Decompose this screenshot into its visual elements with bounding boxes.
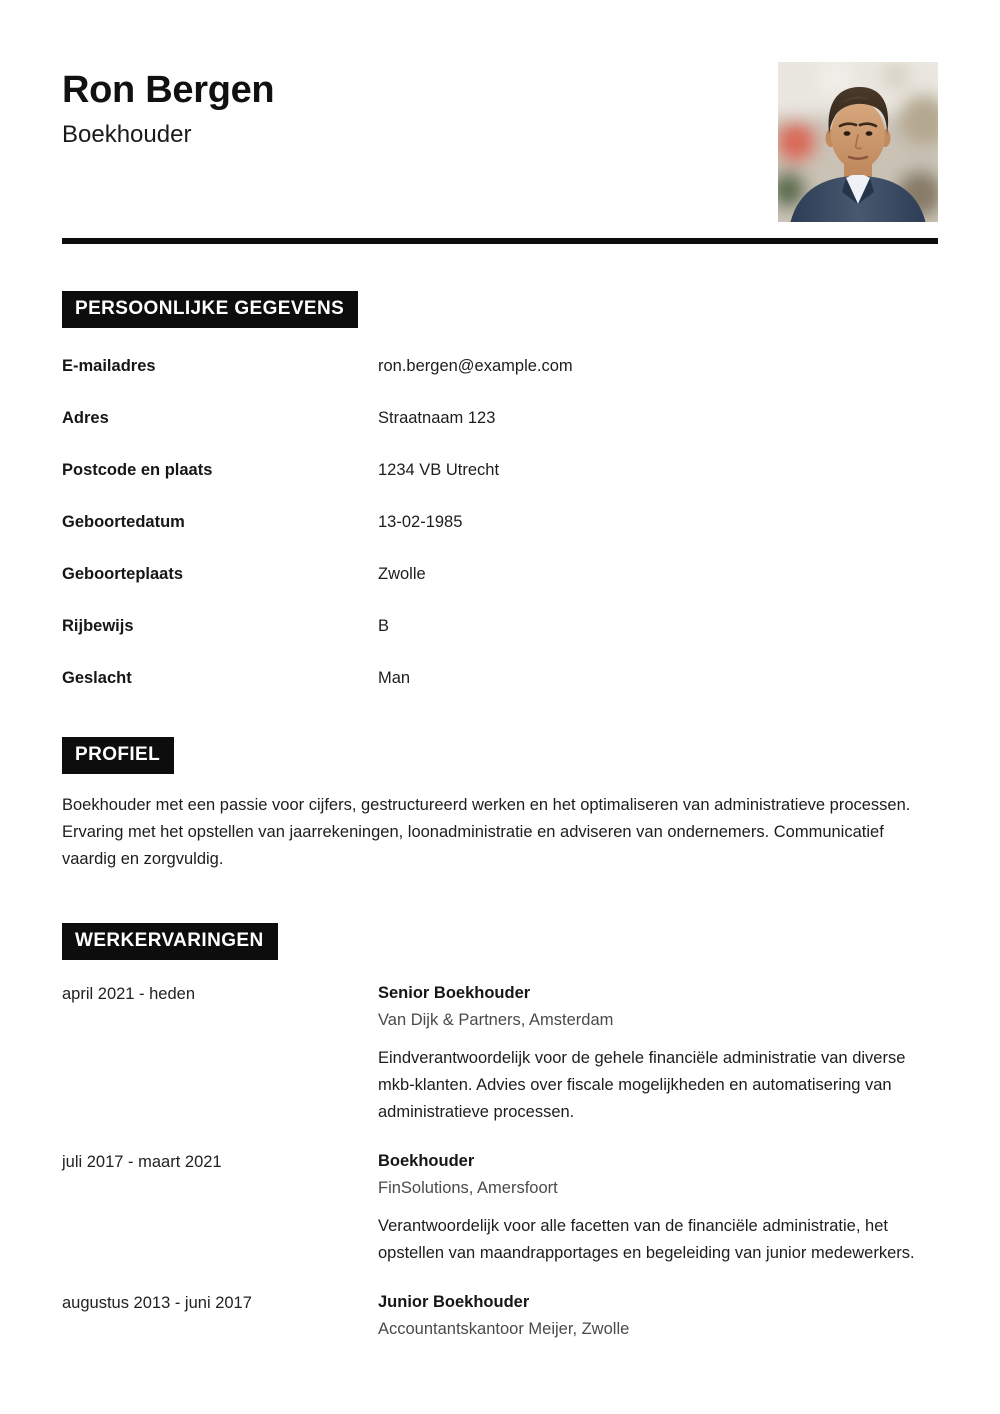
section-profile — [62, 689, 938, 873]
identity-block — [62, 70, 274, 149]
section-personal — [62, 244, 938, 689]
job-period: augustus 2013 - juni 2017 — [62, 1294, 252, 1312]
job-role: Senior Boekhouder — [378, 984, 531, 1002]
job-company: Van Dijk & Partners, Amsterdam — [378, 1011, 614, 1029]
job-period: juli 2017 - maart 2021 — [62, 1153, 222, 1171]
field-label: Geboorteplaats — [62, 565, 184, 583]
portrait-illustration — [778, 62, 938, 222]
job-period: april 2021 - heden — [62, 985, 196, 1003]
header — [62, 0, 938, 222]
personal-fields — [62, 355, 938, 689]
section-title-personal: PERSOONLIJKE GEGEVENS — [62, 291, 358, 328]
job-title: Boekhouder — [62, 120, 192, 148]
section-title-experience: WERKERVARINGEN — [62, 923, 278, 960]
field-row-license — [62, 615, 938, 637]
field-value: 13-02-1985 — [378, 513, 463, 531]
job-company: FinSolutions, Amersfoort — [378, 1179, 558, 1197]
job-entry-senior-boekhouder — [62, 982, 938, 1126]
job-description: Eindverantwoordelijk voor de gehele financiële administratie van diverse mkb-klanten. Advies over fiscale mogelijkheden en automatisering van administratieve processen. — [378, 1049, 906, 1121]
field-label: Geboortedatum — [62, 513, 185, 531]
field-value: 1234 VB Utrecht — [378, 461, 500, 479]
field-row-gender — [62, 667, 938, 689]
profile-text: Boekhouder met een passie voor cijfers, gestructureerd werken en het optimaliseren van administratieve processen. Ervaring met het opstellen van jaarrekeningen, loonadministratie en adviseren van ondernemers. Communicatief vaardig en zorgvuldig. — [62, 796, 911, 868]
job-entry-junior-boekhouder — [62, 1291, 938, 1340]
job-entry-boekhouder — [62, 1150, 938, 1267]
section-experience — [62, 873, 938, 1340]
field-row-birthdate — [62, 511, 938, 533]
field-value: B — [378, 617, 390, 635]
page-title: Ron Bergen — [62, 69, 275, 111]
field-value: Zwolle — [378, 565, 426, 583]
field-label: Geslacht — [62, 669, 132, 687]
job-company: Accountantskantoor Meijer, Zwolle — [378, 1320, 630, 1338]
job-list — [62, 982, 938, 1340]
field-row-birthplace — [62, 563, 938, 585]
job-role: Boekhouder — [378, 1152, 475, 1170]
job-role: Junior Boekhouder — [378, 1293, 530, 1311]
field-value: ron.bergen@example.com — [378, 357, 573, 375]
job-description: Verantwoordelijk voor alle facetten van de financiële administratie, het opstellen van maandrapportages en begeleiding van junior medewerkers. — [378, 1217, 915, 1262]
profile-photo — [778, 62, 938, 222]
field-value: Man — [378, 669, 411, 687]
field-row-email — [62, 355, 938, 377]
field-label: E-mailadres — [62, 357, 156, 375]
job-details — [378, 1291, 938, 1340]
field-label: Adres — [62, 409, 109, 427]
section-title-profile: PROFIEL — [62, 737, 174, 774]
field-row-postcode — [62, 459, 938, 481]
field-label: Rijbewijs — [62, 617, 134, 635]
field-label: Postcode en plaats — [62, 461, 213, 479]
job-details — [378, 982, 938, 1126]
job-details — [378, 1150, 938, 1267]
field-value: Straatnaam 123 — [378, 409, 496, 427]
field-row-address — [62, 407, 938, 429]
